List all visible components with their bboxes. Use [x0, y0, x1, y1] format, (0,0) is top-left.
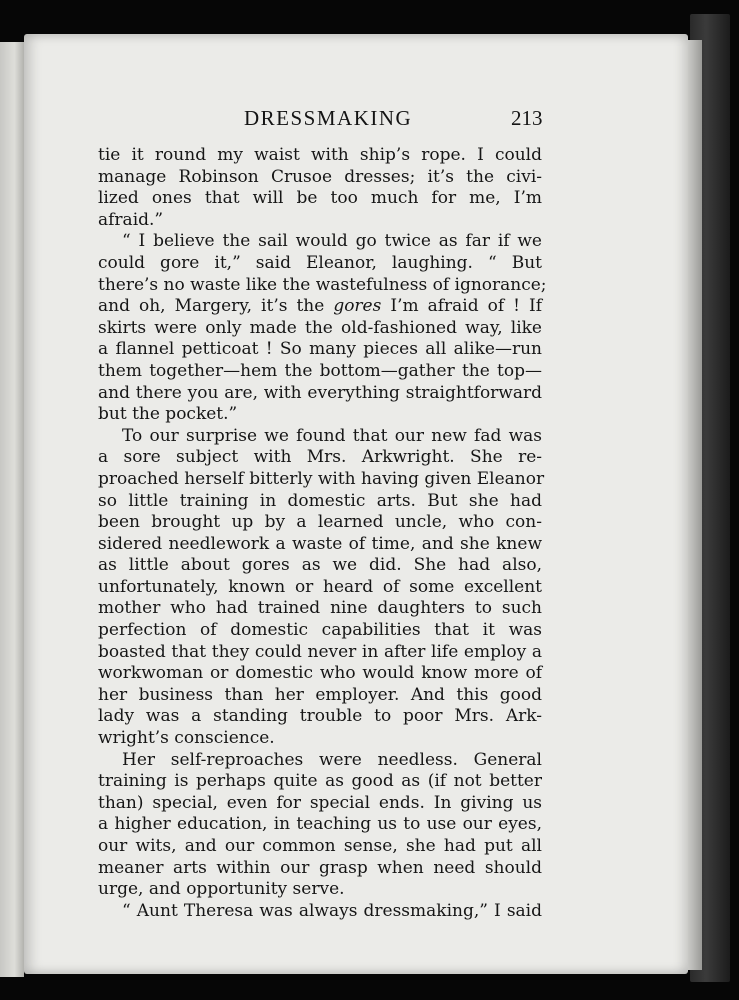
text-line: skirts were only made the old-fashioned way, like — [98, 317, 542, 338]
text-line: lady was a standing trouble to poor Mrs. Ark- — [98, 706, 542, 727]
text-line: our wits, and our common sense, she had put all — [98, 836, 542, 856]
text-line: Her self-reproaches were needless. General — [122, 749, 542, 770]
running-head — [24, 106, 688, 136]
text-line: so little training in domestic arts. But she had — [98, 490, 542, 511]
text-line: a flannel petticoat ! So many pieces all alike—run — [98, 339, 542, 360]
chapter-title: DRESSMAKING — [244, 106, 413, 130]
text-line: and there you are, with everything straightforward — [98, 382, 542, 403]
text-line: workwoman or domestic who would know more of — [98, 663, 542, 684]
text-line: them together—hem the bottom—gather the top— — [98, 360, 542, 381]
text-line: but the pocket.” — [98, 404, 238, 425]
text-line: lized ones that will be too much for me, I’m — [98, 188, 542, 209]
text-line: her business than her employer. And this good — [98, 684, 542, 705]
text-line: a higher education, in teaching us to use our eyes, — [98, 814, 542, 835]
text-line: a sore subject with Mrs. Arkwright. She re- — [98, 447, 542, 468]
text-line: unfortunately, known or heard of some excellent — [98, 576, 542, 597]
text-line: could gore it,” said Eleanor, laughing. “ But — [98, 252, 542, 273]
facing-page-edge — [0, 42, 24, 977]
text-line: proached herself bitterly with having given Eleanor — [98, 468, 545, 489]
text-line: mother who had trained nine daughters to such — [98, 598, 542, 619]
text-line: “ I believe the sail would go twice as far if we — [122, 231, 542, 252]
text-line: training is perhaps quite as good as (if not better — [98, 771, 542, 792]
text-line: wright’s conscience. — [98, 728, 275, 749]
text-line: and oh, Margery, it’s the gores I’m afraid of ! If — [98, 296, 542, 317]
text-line: sidered needlework a waste of time, and she knew — [98, 533, 542, 554]
text-line: as little about gores as we did. She had also, — [98, 555, 542, 576]
text-line: there’s no waste like the wastefulness of ignorance; — [98, 274, 547, 295]
page-number: 213 — [511, 106, 543, 130]
text-line: afraid.” — [98, 209, 164, 230]
text-line: been brought up by a learned uncle, who con- — [98, 512, 542, 533]
text-line: than) special, even for special ends. In giving us — [98, 792, 542, 813]
text-line: tie it round my waist with ship’s rope. I could — [98, 145, 542, 165]
text-line: boasted that they could never in after life employ a — [98, 641, 542, 662]
text-line: manage Robinson Crusoe dresses; it’s the civi- — [98, 166, 542, 187]
text-line: “ Aunt Theresa was always dressmaking,” I said — [122, 900, 542, 921]
text-line: To our surprise we found that our new fad was — [122, 425, 542, 446]
text-line: perfection of domestic capabilities that it was — [98, 620, 542, 641]
text-line: urge, and opportunity serve. — [98, 879, 345, 900]
body-text — [98, 145, 547, 922]
text-line: meaner arts within our grasp when need should — [98, 857, 542, 878]
